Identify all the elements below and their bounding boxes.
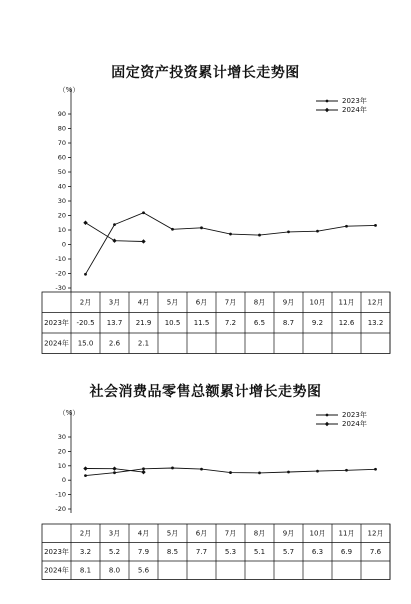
retail-sales-chart — [0, 400, 411, 590]
y-tick-label: 40 — [57, 182, 66, 191]
table-row-label: 2023年 — [44, 547, 69, 556]
table-cell-value: 12.6 — [338, 318, 355, 327]
chart-title-retail-sales: 社会消费品零售总额累计增长走势图 — [89, 384, 322, 400]
table-cell-value: 8.5 — [166, 547, 179, 556]
data-point-2024 — [141, 239, 145, 243]
table-cell-value: 2.1 — [137, 339, 150, 348]
data-point-2023 — [113, 223, 116, 226]
table-cell-value: 5.2 — [108, 547, 121, 556]
table-cell-value: -20.5 — [76, 318, 95, 327]
y-tick-label: 0 — [61, 476, 66, 485]
y-tick-label: 70 — [57, 139, 66, 147]
x-category-label: 11月 — [338, 529, 355, 538]
table-row-label: 2024年 — [44, 339, 69, 348]
table-cell-value: 11.5 — [193, 318, 210, 327]
x-category-label: 9月 — [282, 298, 295, 307]
y-tick-label: 10 — [57, 461, 66, 470]
y-tick-label: 80 — [57, 124, 66, 133]
data-point-2023 — [229, 233, 232, 236]
y-tick-label: 90 — [57, 110, 66, 118]
table-cell-value: 7.6 — [369, 547, 382, 556]
data-point-2024 — [83, 466, 87, 470]
legend-label: 2024年 — [342, 106, 367, 114]
data-point-2023 — [345, 225, 348, 228]
data-point-2023 — [171, 228, 174, 231]
data-point-2023 — [142, 211, 145, 214]
x-category-label: 4月 — [137, 298, 150, 307]
table-cell-value: 5.6 — [137, 566, 150, 575]
x-category-label: 5月 — [166, 529, 179, 538]
data-point-2023 — [316, 470, 319, 473]
x-category-label: 4月 — [137, 529, 150, 538]
table-cell-value: 6.5 — [253, 318, 266, 327]
x-category-label: 3月 — [108, 529, 121, 538]
x-category-label: 8月 — [253, 529, 266, 538]
x-category-label: 10月 — [309, 298, 326, 307]
y-tick-label: -10 — [55, 255, 66, 263]
data-point-2023 — [287, 230, 290, 233]
table-cell-value: 7.9 — [137, 547, 150, 556]
y-tick-label: 30 — [57, 197, 66, 205]
legend-label: 2023年 — [342, 411, 367, 419]
data-point-2023 — [258, 234, 261, 237]
table-cell-value: 10.5 — [164, 318, 181, 327]
legend-marker-2023 — [326, 414, 329, 417]
y-unit-label: （%） — [58, 409, 80, 417]
table-cell-value: 8.7 — [282, 318, 295, 327]
table-cell-value: 2.6 — [108, 339, 121, 348]
y-tick-label: 30 — [57, 433, 66, 441]
data-point-2023 — [171, 467, 174, 470]
data-point-2023 — [200, 468, 203, 471]
data-point-2024 — [83, 221, 87, 225]
x-category-label: 8月 — [253, 298, 266, 307]
table-cell-value: 8.1 — [79, 566, 92, 575]
table-row-label: 2023年 — [44, 318, 69, 327]
table-cell-value: 7.2 — [224, 318, 237, 327]
x-category-label: 11月 — [338, 298, 355, 307]
y-tick-label: 20 — [57, 211, 66, 220]
x-category-label: 6月 — [195, 298, 208, 307]
data-point-2023 — [258, 471, 261, 474]
table-cell-value: 6.3 — [311, 547, 324, 556]
y-tick-label: -20 — [55, 505, 66, 513]
x-category-label: 5月 — [166, 298, 179, 307]
data-point-2023 — [287, 471, 290, 474]
y-tick-label: -30 — [55, 284, 66, 292]
legend-marker-2023 — [326, 100, 329, 103]
x-category-label: 7月 — [224, 298, 237, 307]
x-category-label: 12月 — [367, 298, 384, 307]
data-point-2023 — [84, 474, 87, 477]
data-point-2023 — [84, 273, 87, 276]
y-tick-label: 50 — [57, 168, 66, 176]
table-cell-value: 3.2 — [79, 547, 92, 556]
data-point-2023 — [316, 230, 319, 233]
fixed-asset-investment-chart — [0, 80, 411, 362]
y-tick-label: -10 — [55, 490, 66, 499]
legend-marker-2024 — [325, 108, 329, 112]
y-tick-label: 60 — [57, 153, 66, 162]
data-point-2024 — [112, 466, 116, 470]
data-point-2024 — [112, 239, 116, 243]
table-row-label: 2024年 — [44, 566, 69, 575]
series-line-2023年 — [86, 213, 376, 275]
table-cell-value: 7.7 — [195, 547, 208, 556]
data-point-2023 — [200, 226, 203, 229]
x-category-label: 7月 — [224, 529, 237, 538]
y-tick-label: 10 — [57, 226, 66, 234]
table-cell-value: 5.1 — [253, 547, 266, 556]
legend-label: 2024年 — [342, 420, 367, 428]
x-category-label: 2月 — [79, 298, 92, 307]
x-category-label: 9月 — [282, 529, 295, 538]
table-cell-value: 5.3 — [224, 547, 237, 556]
data-point-2023 — [374, 468, 377, 471]
y-tick-label: 20 — [57, 447, 66, 456]
x-category-label: 12月 — [367, 529, 384, 538]
data-point-2023 — [229, 471, 232, 474]
data-point-2023 — [374, 224, 377, 227]
x-category-label: 2月 — [79, 529, 92, 538]
table-cell-value: 13.2 — [367, 318, 384, 327]
table-cell-value: 13.7 — [106, 318, 123, 327]
chart-title-fixed-asset-investment: 固定资产投资累计增长走势图 — [111, 65, 300, 81]
table-cell-value: 5.7 — [282, 547, 295, 556]
y-tick-label: -20 — [55, 269, 66, 278]
table-cell-value: 8.0 — [108, 566, 121, 575]
table-cell-value: 9.2 — [311, 318, 324, 327]
data-point-2023 — [113, 471, 116, 474]
legend-label: 2023年 — [342, 97, 367, 105]
table-cell-value: 21.9 — [135, 318, 152, 327]
table-cell-value: 15.0 — [77, 339, 94, 348]
y-unit-label: （%） — [58, 86, 80, 94]
x-category-label: 10月 — [309, 529, 326, 538]
x-category-label: 6月 — [195, 529, 208, 538]
data-point-2024 — [141, 470, 145, 474]
table-cell-value: 6.9 — [340, 547, 353, 556]
data-point-2023 — [142, 467, 145, 470]
y-tick-label: 0 — [61, 240, 66, 249]
x-category-label: 3月 — [108, 298, 121, 307]
legend-marker-2024 — [325, 422, 329, 426]
data-point-2023 — [345, 469, 348, 472]
